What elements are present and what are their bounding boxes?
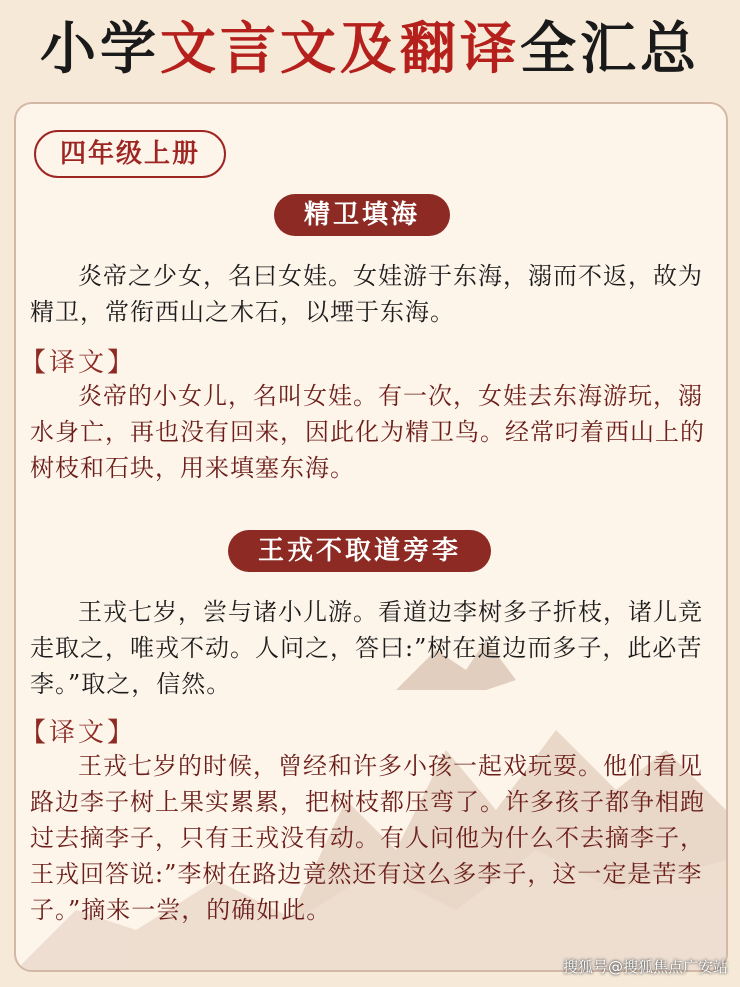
translation-text-2: 王戎七岁的时候，曾经和许多小孩一起戏玩耍。他们看见路边李子树上果实累累，把树枝都压弯了。许多孩子都争相跑过去摘李子，只有王戎没有动。有人问他为什么不去摘李子，王戎回答说:”李树在路边竟然还有这么多李子，这一定是苦李子。”摘来一尝，的确如此。 [30,752,705,924]
translation-text-1: 炎帝的小女儿，名叫女娃。有一次，女娃去东海游玩，溺水身亡，再也没有回来，因此化为精卫鸟。经常叼着西山上的树枝和石块，用来填塞东海。 [30,382,705,482]
section-heading-2: 王戎不取道旁李 [228,530,491,572]
original-text-1: 炎帝之少女，名曰女娃。女娃游于东海，溺而不返，故为精卫，常衔西山之木石，以堙于东海。 [30,262,703,326]
page-title: 小学文言文及翻译全汇总 [40,17,700,82]
section-heading-1: 精卫填海 [274,194,450,236]
content-card [14,102,728,972]
translation-label-1: 【译文】 [20,348,137,378]
grade-badge: 四年级上册 [34,130,226,178]
watermark: 搜狐号@搜狐焦点广安站 [562,958,728,976]
translation-label-2: 【译文】 [20,718,137,748]
original-text-2: 王戎七岁，尝与诸小儿游。看道边李树多子折枝，诸儿竞走取之，唯戎不动。人问之，答曰:”树在道边而多子，此必苦李。”取之，信然。 [30,598,703,698]
